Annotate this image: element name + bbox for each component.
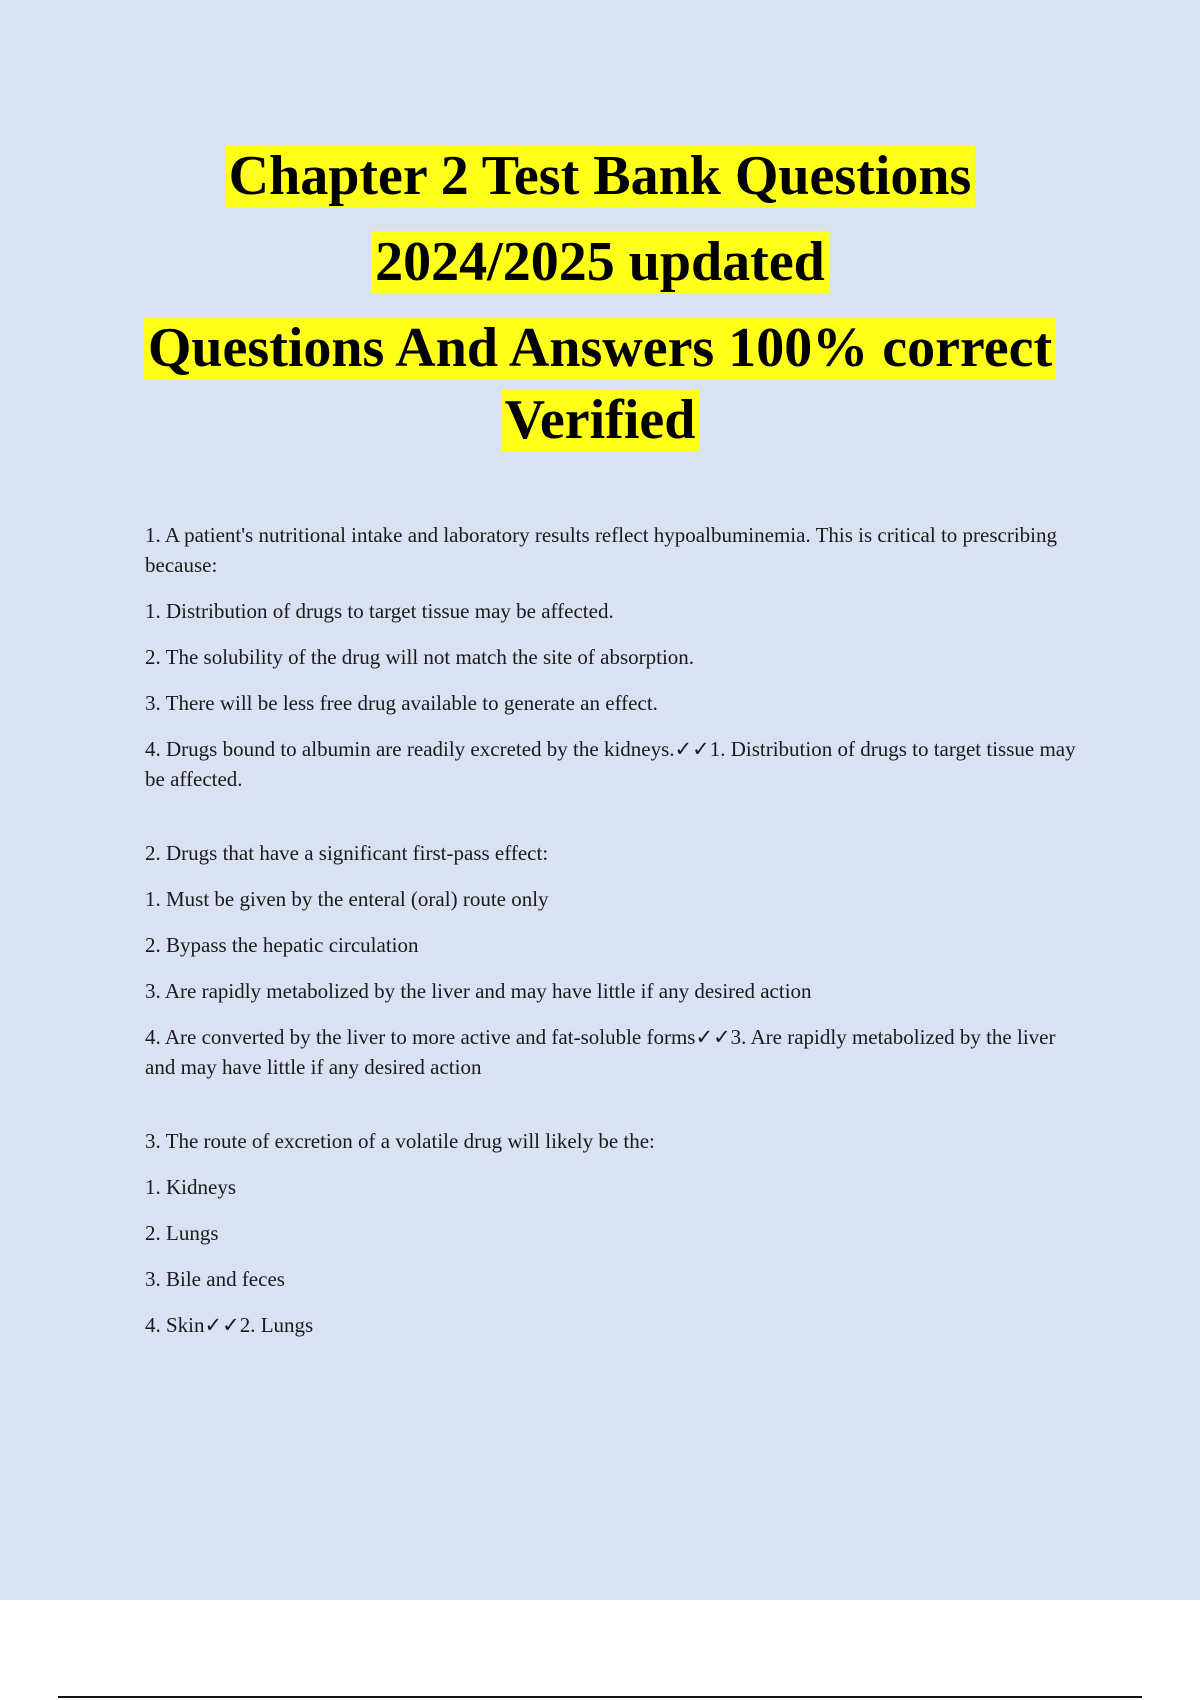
question-option: 3. Bile and feces [145,1267,285,1291]
question-stem: 2. Drugs that have a significant first-pass effect: [145,841,549,865]
question-stem: 1. A patient's nutritional intake and laboratory results reflect hypoalbuminemia. This is critical to prescribing because: [145,523,1058,577]
question-option: 1. Must be given by the enteral (oral) route only [145,887,549,911]
question-1 [145,520,1085,794]
question-option: 2. The solubility of the drug will not match the site of absorption. [145,645,695,669]
question-option: 1. Distribution of drugs to target tissue may be affected. [145,599,614,623]
title-line-1-text: Chapter 2 Test Bank Questions [225,145,976,207]
question-option: 1. Kidneys [145,1175,236,1199]
question-option-with-answer: 4. Skin✓✓2. Lungs [145,1313,314,1337]
question-2 [145,838,1085,1082]
question-3 [145,1126,1085,1340]
title-line-4 [0,384,1200,456]
question-option-with-answer: 4. Drugs bound to albumin are readily excreted by the kidneys.✓✓1. Distribution of drugs to target tissue may be affected. [145,737,1076,791]
question-option: 2. Lungs [145,1221,219,1245]
title-line-2-text: 2024/2025 updated [371,231,829,293]
title-line-4-text: Verified [501,389,700,451]
question-option-with-answer: 4. Are converted by the liver to more active and fat-soluble forms✓✓3. Are rapidly metabolized by the liver and may have little if any desired action [145,1025,1056,1079]
title-line-1 [0,140,1200,226]
question-option: 2. Bypass the hepatic circulation [145,933,419,957]
question-option: 3. Are rapidly metabolized by the liver and may have little if any desired action [145,979,812,1003]
question-stem: 3. The route of excretion of a volatile drug will likely be the: [145,1129,655,1153]
title-line-3-text: Questions And Answers 100% correct [144,317,1056,379]
title-line-3 [0,312,1200,384]
title-line-2 [0,226,1200,312]
document-title [0,140,1200,456]
footer-divider [58,1696,1142,1698]
question-option: 3. There will be less free drug available to generate an effect. [145,691,658,715]
question-list [145,520,1085,1384]
